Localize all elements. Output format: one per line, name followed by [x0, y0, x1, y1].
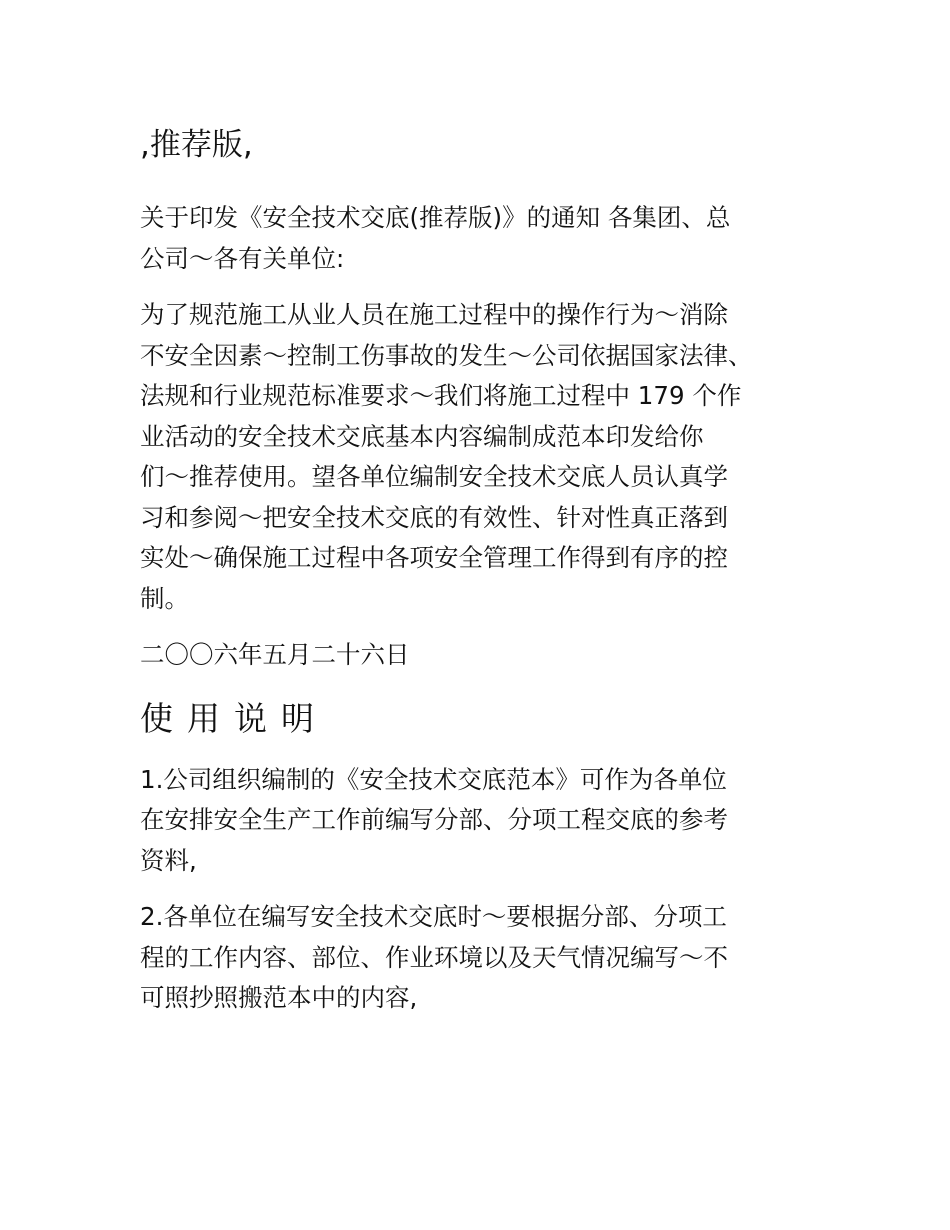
document-title: ,推荐版, — [140, 127, 253, 163]
instruction-item-1: 1.公司组织编制的《安全技术交底范本》可作为各单位 在安排安全生产工作前编写分部、分项工程交底的参考 资料, — [140, 764, 728, 875]
body-paragraph: 为了规范施工从业人员在施工过程中的操作行为～消除 不安全因素～控制工伤事故的发生～公司依据国家法律、 法规和行业规范标准要求～我们将施工过程中 179 个作 业活动的安全技术交底基本内容编制成范本印发给你 们～推荐使用。望各单位编制安全技术交底人员认真学 习和参阅～把安全技术交底的有效性、针对性真正落到 实处～确保施工过程中各项安全管理工作得到有序的控 制。 — [140, 300, 753, 613]
document-page — [140, 118, 810, 1035]
instruction-item-2: 2.各单位在编写安全技术交底时～要根据分部、分项工 程的工作内容、部位、作业环境以及天气情况编写～不 可照抄照搬范本中的内容, — [140, 902, 728, 1012]
date-line: 二〇〇六年五月二十六日 — [140, 640, 410, 669]
section-heading: 使用说明 — [140, 698, 328, 738]
notice-paragraph: 关于印发《安全技术交底(推荐版)》的通知 各集团、总 公司～各有关单位: — [140, 203, 731, 273]
